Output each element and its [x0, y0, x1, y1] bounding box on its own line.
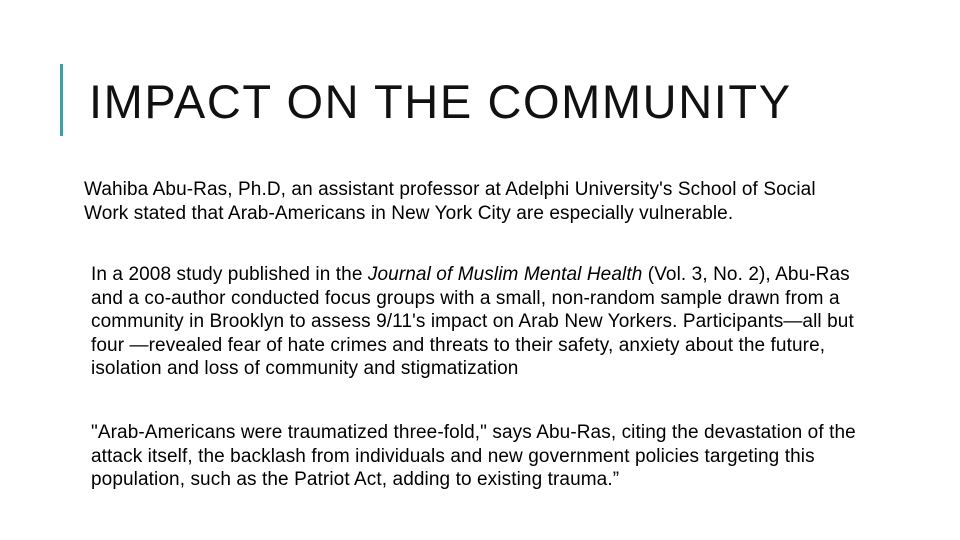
study-text-after: (Vol. 3, No. 2), Abu-Ras and a co-author conducted focus groups with a small, non-random sample drawn from a community in Brooklyn to assess 9/11's impact on Arab New Yorkers. Participants—all but four —revealed fear of hate crimes and threats to their safety, anxiety about the future, isolation and loss of community and stigmatization [91, 264, 854, 379]
paragraph-abu-ras-intro: Wahiba Abu-Ras, Ph.D, an assistant professor at Adelphi University's School of Social Work stated that Arab-Americans in New York City are especially vulnerable. [84, 179, 816, 224]
study-text-before: In a 2008 study published in the [91, 264, 368, 285]
title-accent-bar [60, 64, 63, 136]
paragraph-quote: "Arab-Americans were traumatized three-fold," says Abu-Ras, citing the devastation of the attack itself, the backlash from individuals and new government policies targeting this population, such as the Patriot Act, adding to existing trauma.” [91, 422, 856, 490]
journal-title: Journal of Muslim Mental Health [367, 264, 643, 285]
paragraph-2008-study [91, 263, 856, 381]
slide-title: IMPACT ON THE COMMUNITY [89, 75, 792, 128]
